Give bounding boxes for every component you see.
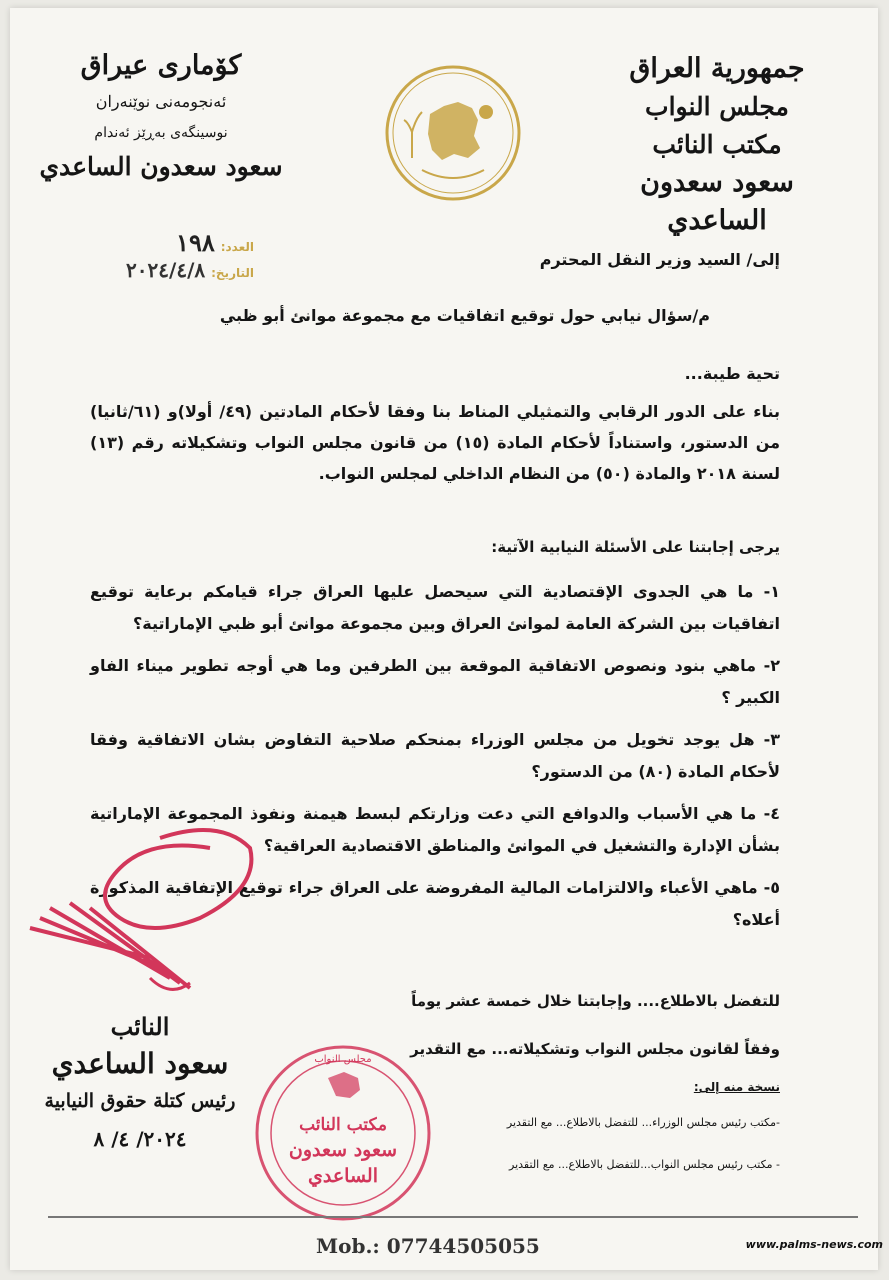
reference-block [54, 228, 254, 288]
questions-intro: يرجى إجابتنا على الأسئلة النيابية الآتية: [491, 538, 780, 556]
signature-title: النائب [110, 1012, 170, 1041]
header-republic: جمهورية العراق [629, 53, 805, 84]
questions-list [90, 576, 780, 946]
header-kurdish-office: نوسینگەی بەڕێز ئەندام [94, 125, 228, 141]
reference-date-label: التاريخ: [211, 266, 254, 280]
header-kurdish-republic: كۆماری عیراق [80, 50, 242, 81]
closing-line-1: للتفضل بالاطلاع.... وإجابتنا خلال خمسة عشر يوماً [411, 992, 780, 1010]
subject-line: م/سؤال نيابي حول توقيع اتفاقيات مع مجموعة موانئ أبو ظبي [219, 306, 710, 325]
letter-page [10, 8, 878, 1270]
copies-heading: نسخة منه إلى: [693, 1080, 780, 1094]
question-item: ١- ما هي الجدوى الإقتصادية التي سيحصل عليها العراق جراء قيامكم برعاية توقيع اتفاقيات بين الشركة العامة لموانئ العراق وبين مجموعة موانئ أبو ظبي الإماراتية؟ [90, 582, 780, 633]
reference-date-row [54, 258, 254, 288]
header-kurdish [36, 46, 286, 186]
reference-number-row [54, 228, 254, 258]
stamp-line-1: مكتب النائب [299, 1115, 387, 1135]
reference-number: ١٩٨ [176, 228, 215, 257]
greeting: تحية طيبة... [684, 364, 780, 383]
stamp-line-3: الساعدي [308, 1165, 378, 1187]
header-office: مكتب النائب [652, 130, 782, 159]
header-arabic [592, 50, 842, 240]
copy-recipient: - مكتب رئيس مجلس النواب...للتفضل بالاطلاع... مع التقدير [509, 1158, 780, 1171]
signature-date: ٢٠٢٤/ ٤/ ٨ [93, 1127, 187, 1151]
copy-recipient: -مكتب رئيس مجلس الوزراء... للتفضل بالاطلاع... مع التقدير [506, 1116, 780, 1129]
question-item: ٣- هل يوجد تخويل من مجلس الوزراء بمنحكم صلاحية التفاوض بشان الاتفاقية وفقا لأحكام المادة (٨٠) من الدستور؟ [90, 730, 780, 781]
recipient-line: إلى/ السيد وزير النقل المحترم [539, 250, 780, 269]
signature-block [40, 1010, 240, 1156]
header-mp-name: سعود سعدون الساعدي [640, 167, 794, 236]
source-watermark: www.palms-news.com [745, 1238, 883, 1251]
footer-mobile: Mob.: 07744505055 [316, 1234, 540, 1258]
signature-name: سعود الساعدي [51, 1047, 229, 1080]
stamp-top-text: مجلس النواب [314, 1054, 372, 1065]
office-stamp-icon [248, 1038, 438, 1228]
stamp-line-2: سعود سعدون [288, 1139, 398, 1161]
header-kurdish-mp-name: سعود سعدون الساعدي [39, 152, 283, 181]
reference-date: ٢٠٢٤/٤/٨ [126, 258, 206, 282]
parliament-emblem-icon [382, 62, 524, 204]
closing-line-2: وفقاً لقانون مجلس النواب وتشكيلاته... مع التقدير [410, 1040, 780, 1058]
question-item: ٤- ما هي الأسباب والدوافع التي دعت وزارتكم لبسط هيمنة ونفوذ المجموعة الإماراتية بشأن الإدارة والتشغيل في الموانئ والمناطق الاقتصادية العراقية؟ [90, 804, 780, 855]
header-parliament: مجلس النواب [645, 92, 789, 121]
signature-role: رئيس كتلة حقوق النيابية [44, 1090, 236, 1112]
question-item: ٥- ماهي الأعباء والالتزامات المالية المفروضة على العراق جراء توقيع الإتفاقية المذكورة أعلاه؟ [90, 878, 780, 929]
intro-paragraph: بناء على الدور الرقابي والتمثيلي المناط بنا وفقا لأحكام المادتين (٤٩/ أولا)و (٦١/ثانيا) من الدستور، واستناداً لأحكام المادة (١٥) من قانون مجلس النواب وتشكيلاته رقم (١٣) لسنة ٢٠١٨ والمادة (٥٠) من النظام الداخلي لمجلس النواب. [90, 402, 780, 483]
footer-divider [48, 1216, 858, 1218]
question-item: ٢- ماهي بنود ونصوص الاتفاقية الموقعة بين الطرفين وما هي أوجه تطوير ميناء الفاو الكبير ؟ [90, 656, 780, 707]
header-kurdish-parliament: ئەنجومەنی نوێنەران [95, 92, 227, 111]
reference-number-label: العدد: [220, 240, 254, 254]
